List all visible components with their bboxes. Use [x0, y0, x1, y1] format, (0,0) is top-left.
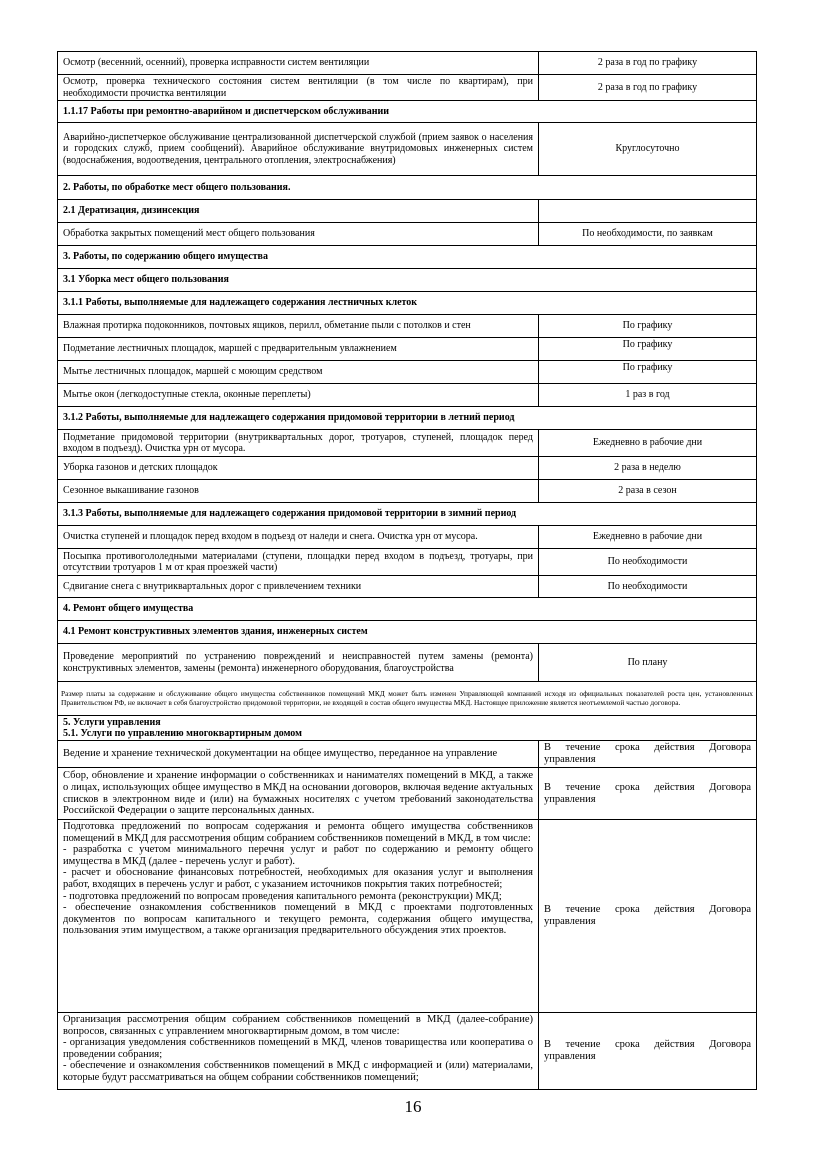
service-frequency: В течение срока действия Договора управления	[539, 1013, 757, 1090]
service-label: Сдвигание снега с внутриквартальных дорог с привлечением техники	[58, 576, 539, 598]
service-label: Мытье лестничных площадок, маршей с моющим средством	[58, 361, 539, 384]
section-heading-row	[58, 598, 757, 621]
service-frequency: По графику	[539, 338, 757, 361]
service-frequency: Ежедневно в рабочие дни	[539, 430, 757, 457]
table-row	[58, 741, 757, 768]
service-label: Обработка закрытых помещений мест общего пользования	[58, 223, 539, 246]
service-frequency: По графику	[539, 315, 757, 338]
service-label: Осмотр, проверка технического состояния систем вентиляции (в том числе по квартирам), при необходимости прочистка вентиляции	[58, 75, 539, 101]
tariff-note: Размер платы за содержание и обслуживание общего имущества собственников помещений МКД может быть изменен Управляющей компанией исходя из официальных показателей роста цен, установленных Правительством РФ, не включает в себя благоустройство придомовой территории, не входящей в состав общего имущества МКД. Настоящее приложение является неотъемлемой частью договора.	[58, 682, 757, 716]
service-frequency: По необходимости, по заявкам	[539, 223, 757, 246]
page-number: 16	[404, 1097, 422, 1116]
section-heading: 3.1.2 Работы, выполняемые для надлежащего содержания придомовой территории в летний период	[58, 407, 757, 430]
service-frequency: 2 раза в сезон	[539, 480, 757, 503]
service-line: - расчет и обоснование финансовых потребностей, необходимых для оказания услуг и выполнения работ, входящих в перечень услуг и работ, с указанием источников покрытия таких потребностей;	[63, 867, 533, 890]
service-label: Очистка ступеней и площадок перед входом в подъезд от наледи и снега. Очистка урн от мусора.	[58, 526, 539, 549]
section-heading-row	[58, 101, 757, 123]
table-row	[58, 315, 757, 338]
table-row	[58, 576, 757, 598]
section-heading-row	[58, 292, 757, 315]
service-frequency: В течение срока действия Договора управления	[539, 741, 757, 768]
services-table-container	[57, 51, 756, 1090]
service-label: Посыпка противогололедными материалами (ступени, площадки перед входом в подъезд, тротуары, при отсутствии тротуаров 1 м от края проезжей части)	[58, 549, 539, 576]
section-heading	[58, 716, 757, 741]
section-heading: 3.1.3 Работы, выполняемые для надлежащего содержания придомовой территории в зимний период	[58, 503, 757, 526]
service-line: - разработка с учетом минимального перечня услуг и работ по содержанию и ремонту общего имущества в МКД (далее - перечень услуг и работ).	[63, 844, 533, 867]
service-frequency: Круглосуточно	[539, 123, 757, 176]
service-label: Подметание лестничных площадок, маршей с предварительным увлажнением	[58, 338, 539, 361]
table-row	[58, 820, 757, 1013]
service-frequency: По необходимости	[539, 549, 757, 576]
service-line: - организация уведомления собственников помещений в МКД, членов товарищества или кооператива о проведении собрания;	[63, 1037, 533, 1060]
service-frequency: 1 раз в год	[539, 384, 757, 407]
note-row	[58, 682, 757, 716]
section-heading-row	[58, 246, 757, 269]
table-row	[58, 52, 757, 75]
service-label: Сбор, обновление и хранение информации о собственниках и нанимателях помещений в МКД, а также о лицах, использующих общее имущество в МКД на основании договоров, включая ведение актуальных списков в электронном виде и (или) на бумажных носителях с учетом требований законодательства Российской Федерации о защите персональных данных.	[58, 768, 539, 820]
table-row	[58, 480, 757, 503]
section-heading: 3.1 Уборка мест общего пользования	[58, 269, 757, 292]
section-heading-row	[58, 716, 757, 741]
section-heading-line: 5.1. Услуги по управлению многоквартирным домом	[63, 728, 302, 739]
section-heading: 3.1.1 Работы, выполняемые для надлежащего содержания лестничных клеток	[58, 292, 757, 315]
table-row	[58, 768, 757, 820]
service-frequency: По плану	[539, 644, 757, 682]
section-heading: 1.1.17 Работы при ремонтно-аварийном и диспетчерском обслуживании	[58, 101, 757, 123]
table-row	[58, 526, 757, 549]
service-label: Аварийно-диспетчеркое обслуживание централизованной диспетчерской службой (прием заявок о населения и городских служб, прием сообщений). Аварийное обслуживание внутридомовых инженерных систем (водоснабжения, водоотведения, центрального отопления, электроснабжения)	[58, 123, 539, 176]
table-row	[58, 549, 757, 576]
section-heading-line: 5. Услуги управления	[63, 717, 161, 728]
section-heading-row	[58, 176, 757, 200]
section-heading: 2.1 Дератизация, дизинсекция	[58, 200, 539, 223]
service-frequency: 2 раза в неделю	[539, 457, 757, 480]
service-line: Организация рассмотрения общим собранием собственников помещений в МКД (далее-собрание) вопросов, связанных с управлением многоквартирным домом, в том числе:	[63, 1014, 533, 1037]
service-frequency: По необходимости	[539, 576, 757, 598]
service-label: Ведение и хранение технической документации на общее имущество, переданное на управление	[58, 741, 539, 768]
section-heading: 2. Работы, по обработке мест общего пользования.	[58, 176, 757, 200]
service-frequency: 2 раза в год по графику	[539, 52, 757, 75]
service-frequency: В течение срока действия Договора управления	[539, 768, 757, 820]
section-heading-row	[58, 407, 757, 430]
section-heading: 4. Ремонт общего имущества	[58, 598, 757, 621]
services-table	[57, 51, 757, 1090]
service-label	[58, 1013, 539, 1090]
section-heading-row	[58, 503, 757, 526]
service-frequency: По графику	[539, 361, 757, 384]
table-row	[58, 338, 757, 361]
table-row	[58, 457, 757, 480]
section-heading: 4.1 Ремонт конструктивных элементов здания, инженерных систем	[58, 621, 757, 644]
service-frequency: 2 раза в год по графику	[539, 75, 757, 101]
service-label: Влажная протирка подоконников, почтовых ящиков, перилл, обметание пыли с потолков и стен	[58, 315, 539, 338]
service-label: Осмотр (весенний, осенний), проверка исправности систем вентиляции	[58, 52, 539, 75]
service-label: Проведение мероприятий по устранению повреждений и неисправностей путем замены (ремонта) конструктивных элементов, замены (ремонта) инженерного оборудования, благоустройства	[58, 644, 539, 682]
table-row	[58, 644, 757, 682]
service-line: - обеспечение и ознакомления собственников помещений в МКД с информацией и (или) материалами, которые будут рассматриваться на общем собрании собственников помещений;	[63, 1060, 533, 1083]
table-row	[58, 1013, 757, 1090]
service-label: Уборка газонов и детских площадок	[58, 457, 539, 480]
service-label: Мытье окон (легкодоступные стекла, оконные переплеты)	[58, 384, 539, 407]
service-frequency: Ежедневно в рабочие дни	[539, 526, 757, 549]
service-line: - обеспечение ознакомления собственников помещений в МКД с проектами подготовленных документов по вопросам капитального и текущего ремонта, содержания общего имущества, пользования этим имуществом, а также организация предварительного обсуждения этих проектов.	[63, 902, 533, 937]
table-row	[58, 75, 757, 101]
table-row	[58, 123, 757, 176]
section-heading-row	[58, 621, 757, 644]
table-row	[58, 223, 757, 246]
section-heading-row	[58, 269, 757, 292]
section-heading-row	[58, 200, 757, 223]
table-row	[58, 430, 757, 457]
table-row	[58, 361, 757, 384]
section-heading: 3. Работы, по содержанию общего имущества	[58, 246, 757, 269]
service-frequency: В течение срока действия Договора управления	[539, 820, 757, 1013]
service-label	[58, 820, 539, 1013]
service-label: Подметание придомовой территории (внутриквартальных дорог, тротуаров, ступеней, площадок перед входом в подъезд). Очистка урн от мусора.	[58, 430, 539, 457]
service-line: Подготовка предложений по вопросам содержания и ремонта общего имущества собственников помещений в МКД для рассмотрения общим собранием собственников помещений в МКД, в том числе:	[63, 821, 533, 844]
table-row	[58, 384, 757, 407]
empty-cell	[539, 200, 757, 223]
service-line: - подготовка предложений по вопросам проведения капитального ремонта (реконструкции) МКД;	[63, 890, 502, 902]
service-label: Сезонное выкашивание газонов	[58, 480, 539, 503]
